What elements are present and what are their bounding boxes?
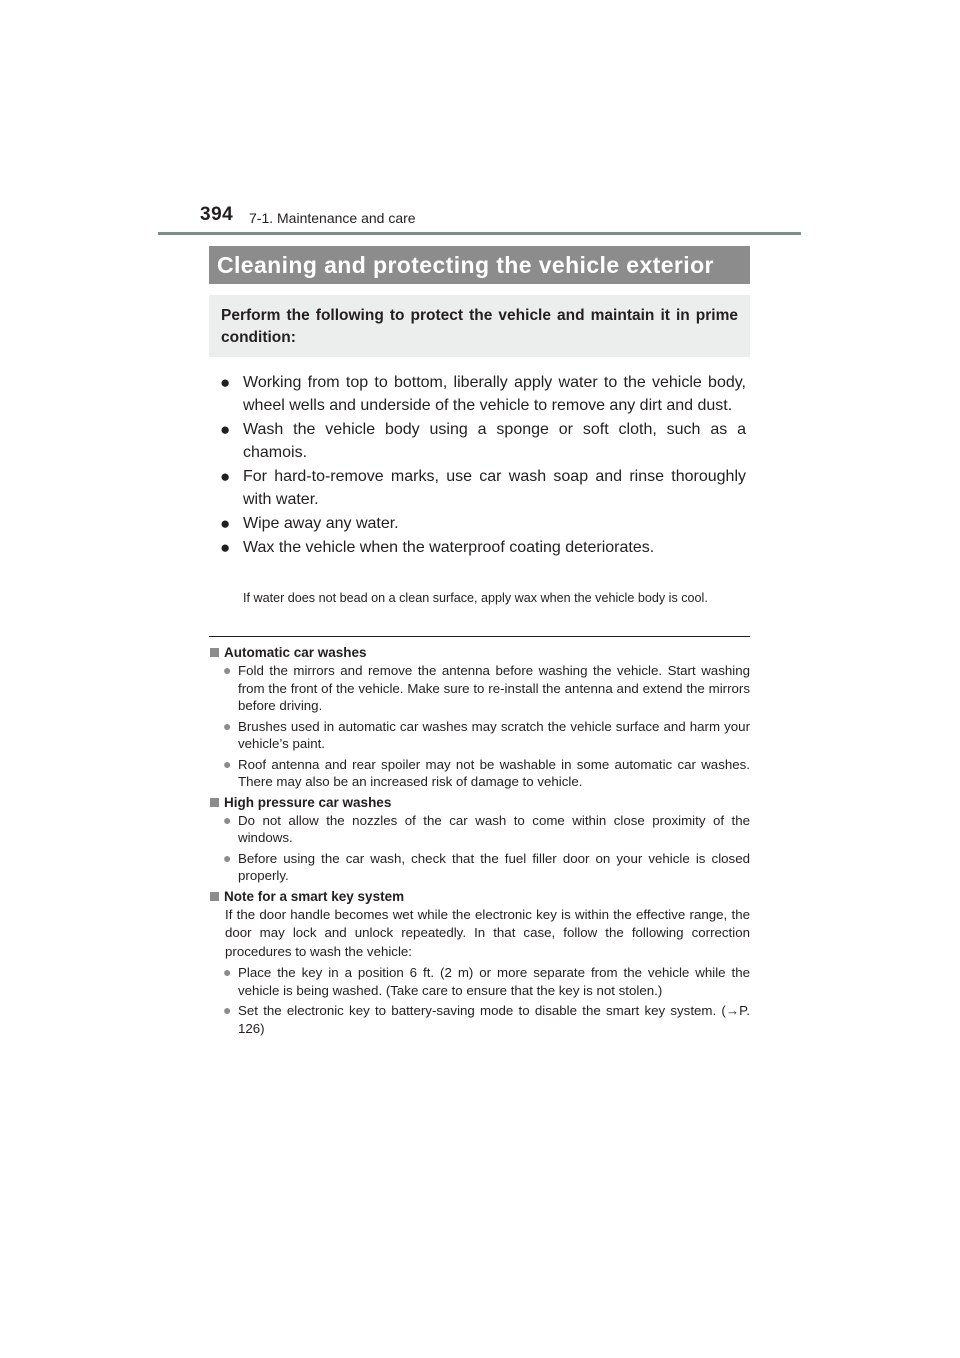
- intro-box: Perform the following to protect the vehicle and maintain it in prime condition:: [209, 295, 750, 357]
- section-divider: [209, 636, 750, 637]
- list-item: [209, 1002, 750, 1037]
- list-item: [209, 812, 750, 847]
- high-pressure-car-washes-list: [209, 812, 750, 885]
- bullet-icon: ●: [223, 1002, 232, 1018]
- bullet-icon: ●: [223, 964, 232, 980]
- bullet-icon: ●: [223, 811, 232, 828]
- wax-note: If water does not bead on a clean surface, apply wax when the vehicle body is cool.: [243, 591, 708, 605]
- smart-key-body: If the door handle becomes wet while the electronic key is within the effective range, the door may lock and unlock repeatedly. In that case, follow the following correction procedures to wash the vehicle:: [225, 906, 750, 959]
- item-text: Before using the car wash, check that the fuel filler door on your vehicle is closed properly.: [238, 850, 750, 883]
- item-text: Set the electronic key to battery-saving mode to disable the smart key system. (→P. 126): [238, 1003, 750, 1036]
- smart-key-system-list: [209, 964, 750, 1037]
- page-header: [200, 204, 800, 234]
- square-bullet-icon: [210, 892, 219, 901]
- list-item: [220, 465, 746, 511]
- high-pressure-car-washes-heading: [209, 794, 750, 812]
- heading-text: Note for a smart key system: [224, 888, 405, 904]
- bullet-icon: ●: [220, 538, 231, 557]
- list-item: [220, 371, 746, 417]
- bullet-icon: ●: [220, 420, 231, 439]
- list-item: [220, 536, 746, 559]
- item-text: Brushes used in automatic car washes may scratch the vehicle surface and harm your vehicle’s paint.: [238, 718, 750, 751]
- square-bullet-icon: [210, 798, 219, 807]
- step-text: For hard-to-remove marks, use car wash soap and rinse thoroughly with water.: [243, 468, 746, 508]
- list-item: [220, 418, 746, 464]
- step-text: Working from top to bottom, liberally apply water to the vehicle body, wheel wells and underside of the vehicle to remove any dirt and dust.: [243, 374, 746, 414]
- list-item: [209, 756, 750, 791]
- automatic-car-washes-list: [209, 662, 750, 791]
- list-item: [220, 512, 746, 535]
- automatic-car-washes-heading: [209, 644, 750, 662]
- header-rule: [158, 232, 801, 235]
- step-text: Wax the vehicle when the waterproof coating deteriorates.: [243, 539, 655, 556]
- bullet-icon: ●: [223, 662, 232, 678]
- bullet-icon: ●: [223, 849, 232, 866]
- smart-key-system-heading: [209, 888, 750, 906]
- item-text: Place the key in a position 6 ft. (2 m) or more separate from the vehicle while the vehicle is being washed. (Take care to ensure that the key is not stolen.): [238, 965, 750, 998]
- step-text: Wipe away any water.: [243, 515, 399, 532]
- bullet-icon: ●: [223, 755, 232, 772]
- list-item: [209, 964, 750, 999]
- item-text: Fold the mirrors and remove the antenna before washing the vehicle. Start washing from the front of the vehicle. Make sure to re-install the antenna and extend the mirrors before driving.: [238, 663, 750, 713]
- list-item: [209, 718, 750, 753]
- step-text: Wash the vehicle body using a sponge or soft cloth, such as a chamois.: [243, 421, 746, 461]
- list-item: [209, 662, 750, 715]
- bullet-icon: ●: [220, 514, 231, 533]
- square-bullet-icon: [210, 648, 219, 657]
- bullet-icon: ●: [220, 467, 231, 486]
- section-title: 7-1. Maintenance and care: [249, 210, 416, 226]
- heading-text: Automatic car washes: [224, 645, 367, 660]
- heading-text: High pressure car washes: [224, 794, 392, 810]
- notes-section: [209, 644, 750, 1040]
- cleaning-steps-list: [220, 371, 746, 560]
- list-item: [209, 850, 750, 885]
- bullet-icon: ●: [223, 717, 232, 734]
- item-text: Do not allow the nozzles of the car wash to come within close proximity of the windows.: [238, 812, 750, 845]
- bullet-icon: ●: [220, 373, 231, 392]
- item-text: Roof antenna and rear spoiler may not be washable in some automatic car washes. There may also be an increased risk of damage to vehicle.: [238, 756, 750, 789]
- page-number: 394: [200, 204, 234, 225]
- page-title: Cleaning and protecting the vehicle exterior: [209, 246, 750, 284]
